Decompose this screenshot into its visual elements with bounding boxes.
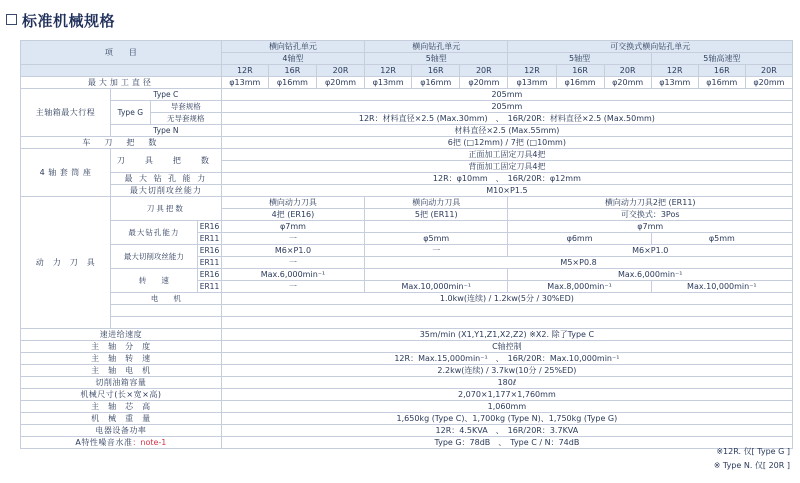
row-live-tap-16	[21, 245, 793, 257]
table-cell: Max.10,000min⁻¹	[651, 281, 792, 293]
table-cell: Max.6,000min⁻¹	[221, 269, 364, 281]
table-cell: 切削油箱容量	[21, 377, 222, 389]
table-cell: φ13mm	[221, 77, 268, 89]
table-cell: φ16mm	[412, 77, 460, 89]
table-cell: 无导套规格	[150, 113, 221, 125]
table-cell: Type N	[110, 125, 221, 137]
table-cell	[221, 305, 792, 317]
table-cell: φ16mm	[698, 77, 745, 89]
table-cell: φ7mm	[508, 221, 793, 233]
table-cell: ER16	[197, 269, 221, 281]
table-cell: φ16mm	[556, 77, 604, 89]
table-cell: Max.10,000min⁻¹	[365, 281, 508, 293]
table-cell: 20R	[316, 65, 364, 77]
table-cell: φ20mm	[745, 77, 792, 89]
table-cell: φ5mm	[651, 233, 792, 245]
table-cell: φ13mm	[651, 77, 698, 89]
table-cell: 6把 (□12mm) / 7把 (□10mm)	[221, 137, 792, 149]
table-cell: 1,650kg (Type C)、1,700kg (Type N)、1,750kg (Type G)	[221, 413, 792, 425]
table-cell: 横向动力刀具	[221, 197, 364, 209]
table-cell: 4 轴 套 筒 座	[21, 149, 111, 197]
table-cell: Max.6,000min⁻¹	[508, 269, 793, 281]
table-cell: 205mm	[221, 101, 792, 113]
table-cell: 205mm	[221, 89, 792, 101]
table-cell: 动 力 刀 具	[21, 197, 111, 329]
row-live-speed-16	[21, 269, 793, 281]
table-cell: 一	[221, 281, 364, 293]
table-cell: 导套规格	[150, 101, 221, 113]
row-feed	[21, 329, 793, 341]
row-stroke-n	[21, 125, 793, 137]
table-cell: 20R	[460, 65, 508, 77]
table-cell: 主 轴 电 机	[21, 365, 222, 377]
table-cell: 速进给速度	[21, 329, 222, 341]
table-cell: φ13mm	[508, 77, 556, 89]
footnote-1: ※12R. 仅[ Type G ]	[716, 447, 790, 456]
table-cell: Type G	[110, 101, 150, 125]
table-cell: 横向动力刀具2把 (ER11)	[508, 197, 793, 209]
row-weight	[21, 413, 793, 425]
row-live-pad-1	[21, 305, 793, 317]
row-spindle-motor	[21, 365, 793, 377]
row-index	[21, 341, 793, 353]
table-cell: 车 刀 把 数	[21, 137, 222, 149]
row-size	[21, 389, 793, 401]
table-cell: M5×P0.8	[365, 257, 793, 269]
table-cell: Type C	[110, 89, 221, 101]
table-cell: 5轴型	[508, 53, 651, 65]
spec-table	[20, 40, 793, 449]
table-cell: 转 速	[110, 269, 197, 293]
table-cell: 横向动力刀具	[365, 197, 508, 209]
table-cell: 12R：材料直径×2.5 (Max.30mm) 、 16R/20R：材料直径×2.5 (Max.50mm)	[221, 113, 792, 125]
table-cell: 5轴高速型	[651, 53, 792, 65]
table-cell: 16R	[412, 65, 460, 77]
table-cell: 机 械 重 量	[21, 413, 222, 425]
table-cell: 主 轴 芯 高	[21, 401, 222, 413]
row-sleeve-3	[21, 173, 793, 185]
row-spindle-speed	[21, 353, 793, 365]
table-cell: M6×P1.0	[508, 245, 793, 257]
table-cell: 5把 (ER11)	[365, 209, 508, 221]
table-cell: φ6mm	[508, 233, 651, 245]
table-cell: M10×P1.5	[221, 185, 792, 197]
table-cell	[365, 221, 508, 233]
header-row-3	[21, 65, 793, 77]
table-cell: φ20mm	[316, 77, 364, 89]
table-cell: 主轴箱最大行程	[21, 89, 111, 137]
table-cell: M6×P1.0	[221, 245, 364, 257]
table-cell	[110, 317, 221, 329]
header-g1: 横向钻孔单元	[221, 41, 364, 53]
table-cell: 5轴型	[365, 53, 508, 65]
row-center	[21, 401, 793, 413]
table-cell: 180ℓ	[221, 377, 792, 389]
row-noise	[21, 437, 793, 449]
table-cell: 正面加工固定刀具4把	[221, 149, 792, 161]
row-live-drill-16	[21, 221, 793, 233]
table-cell: A特性噪音水准：note-1	[21, 437, 222, 449]
table-cell: 一	[221, 257, 364, 269]
table-cell: C轴控制	[221, 341, 792, 353]
table-cell: 主 轴 转 速	[21, 353, 222, 365]
row-oil	[21, 377, 793, 389]
row-live-motor	[21, 293, 793, 305]
table-cell: 最大切削攻丝能力	[110, 245, 197, 269]
table-cell: φ7mm	[221, 221, 364, 233]
checkbox-square-icon	[6, 14, 17, 25]
page-title: 标准机械规格	[6, 10, 115, 31]
table-cell: 12R：φ10mm 、 16R/20R：φ12mm	[221, 173, 792, 185]
table-cell: 刀具把数	[110, 197, 221, 221]
table-cell: 材料直径×2.5 (Max.55mm)	[221, 125, 792, 137]
table-cell: 一	[365, 245, 508, 257]
table-cell: 12R	[651, 65, 698, 77]
row-max-diameter	[21, 77, 793, 89]
table-cell: 主 轴 分 度	[21, 341, 222, 353]
table-cell: φ5mm	[365, 233, 508, 245]
table-cell: 最大切削攻丝能力	[110, 185, 221, 197]
row-live-pad-2	[21, 317, 793, 329]
table-cell: 最大加工直径	[21, 77, 222, 89]
table-cell: 电 机	[110, 293, 221, 305]
row-live-count-1	[21, 197, 793, 209]
row-sleeve-4	[21, 185, 793, 197]
note-link[interactable]: ：note-1	[132, 437, 167, 447]
table-cell: φ20mm	[604, 77, 651, 89]
table-cell: Type G：78dB 、 Type C / N：74dB	[221, 437, 792, 449]
row-stroke-g1	[21, 101, 793, 113]
table-cell: 可交换式：3Pos	[508, 209, 793, 221]
table-cell	[365, 269, 508, 281]
table-cell: 16R	[268, 65, 316, 77]
header-g2: 横向钻孔单元	[365, 41, 508, 53]
table-cell: 背面加工固定刀具4把	[221, 161, 792, 173]
table-cell: 20R	[604, 65, 651, 77]
header-row-1	[21, 41, 793, 53]
row-tool-count	[21, 137, 793, 149]
table-cell: φ16mm	[268, 77, 316, 89]
table-cell: 一	[221, 233, 364, 245]
row-sleeve-1	[21, 149, 793, 161]
table-cell: 12R	[508, 65, 556, 77]
table-cell: ER11	[197, 233, 221, 245]
table-cell: ER11	[197, 281, 221, 293]
table-cell: 1.0kw(连续) / 1.2kw(5分 / 30%ED)	[221, 293, 792, 305]
table-cell: 1,060mm	[221, 401, 792, 413]
table-cell: φ20mm	[460, 77, 508, 89]
table-cell: 12R：4.5KVA 、 16R/20R：3.7KVA	[221, 425, 792, 437]
row-stroke-c	[21, 89, 793, 101]
table-cell: 12R：Max.15,000min⁻¹ 、 16R/20R：Max.10,000min⁻¹	[221, 353, 792, 365]
table-cell: ER16	[197, 245, 221, 257]
table-cell: 4把 (ER16)	[221, 209, 364, 221]
table-cell: 2,070×1,177×1,760mm	[221, 389, 792, 401]
table-cell: Max.8,000min⁻¹	[508, 281, 651, 293]
table-cell: 12R	[221, 65, 268, 77]
table-cell	[21, 65, 222, 77]
table-cell: 刀 具 把 数	[110, 149, 221, 173]
header-g3: 可交换式横向钻孔单元	[508, 41, 793, 53]
row-power	[21, 425, 793, 437]
table-cell: 35m/min (X1,Y1,Z1,X2,Z2) ※X2. 除了Type C	[221, 329, 792, 341]
table-cell: 20R	[745, 65, 792, 77]
table-cell: 最大钻孔能力	[110, 221, 197, 245]
table-cell: 4轴型	[221, 53, 364, 65]
table-cell: 最 大 钻 孔 能 力	[110, 173, 221, 185]
table-cell: φ13mm	[365, 77, 412, 89]
table-cell: 12R	[365, 65, 412, 77]
table-cell	[221, 317, 792, 329]
table-cell: 16R	[698, 65, 745, 77]
header-item: 项 目	[21, 41, 222, 65]
footnote-2: ※ Type N. 仅[ 20R ]	[713, 461, 790, 470]
table-cell: 16R	[556, 65, 604, 77]
table-cell	[110, 305, 221, 317]
table-cell: ER16	[197, 221, 221, 233]
table-cell: ER11	[197, 257, 221, 269]
table-cell: 机械尺寸(长×宽×高)	[21, 389, 222, 401]
table-cell: 2.2kw(连续) / 3.7kw(10分 / 25%ED)	[221, 365, 792, 377]
table-cell: 电器设备功率	[21, 425, 222, 437]
